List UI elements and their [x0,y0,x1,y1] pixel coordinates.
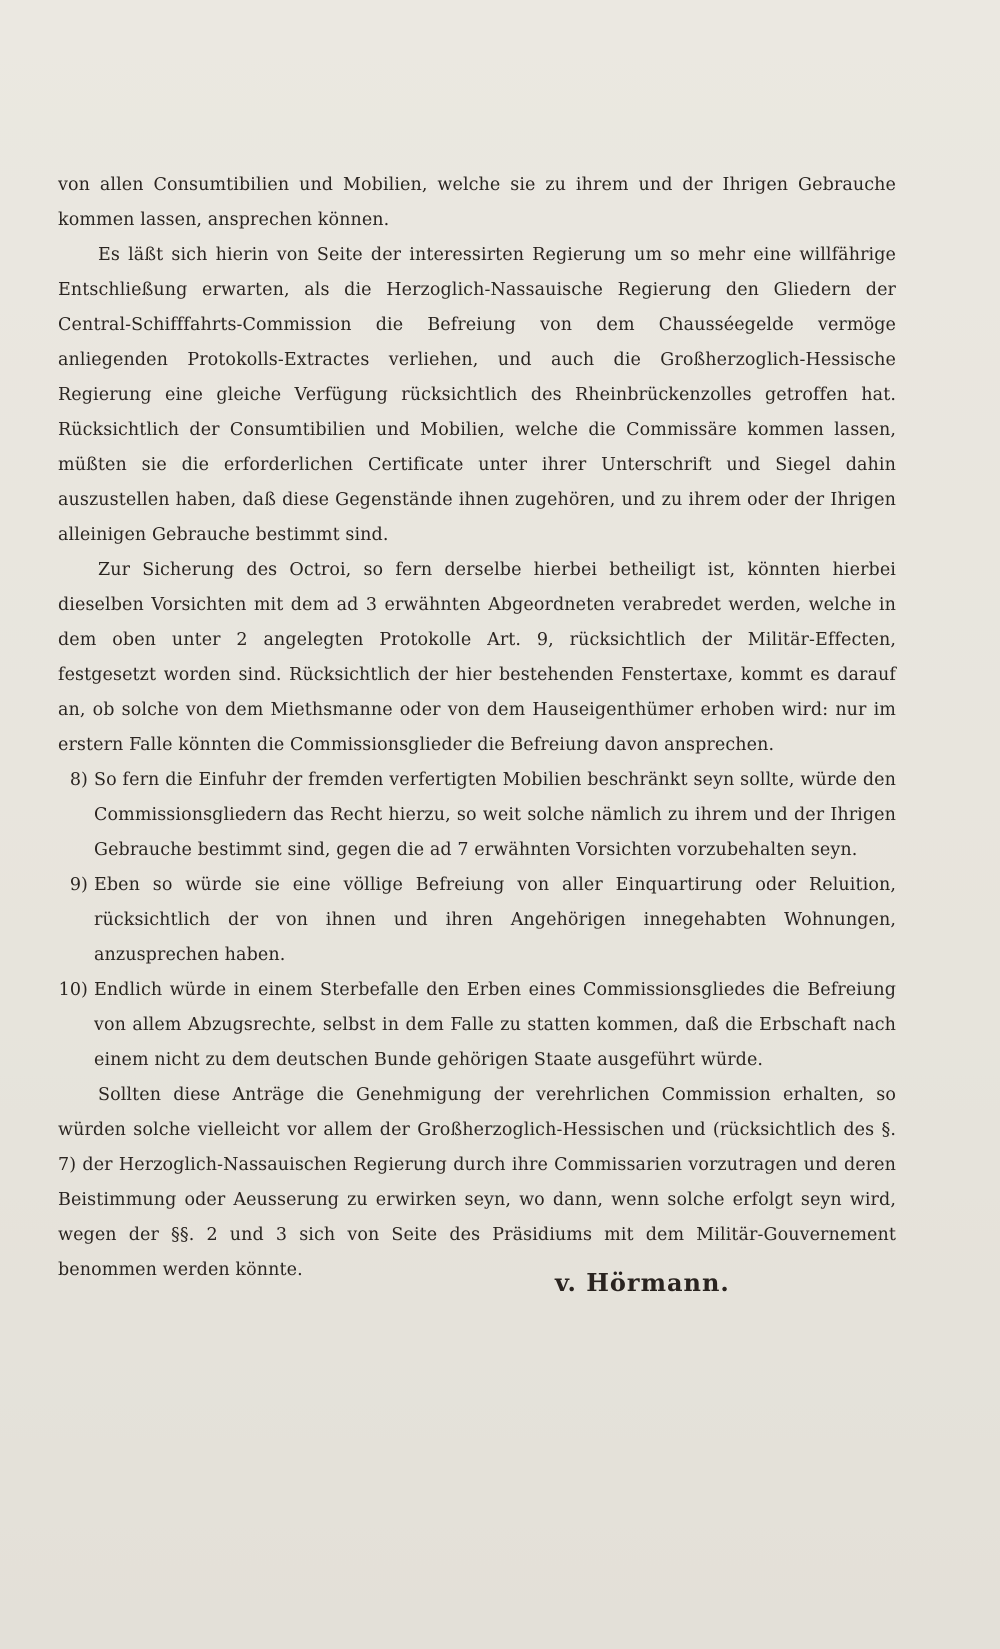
paragraph-closing: Sollten diese Anträge die Genehmigung der verehrlichen Commission erhalten, so würden solche vielleicht vor allem der Großherzoglich-Hessischen und (rücksichtlich des §. 7) der Herzoglich-Nassauischen Regierung durch ihre Commissarien vorzutragen und deren Beistimmung oder Aeusserung zu erwirken seyn, wo dann, wenn solche erfolgt seyn wird, wegen der §§. 2 und 3 sich von Seite des Präsidiums mit dem Militär-Gouvernement benommen werden könnte. [58,1085,896,1280]
paragraph-exemption-request: Es läßt sich hierin von Seite der interessirten Regierung um so mehr eine willfährige Entschließung erwarten, als die Herzoglich-Nassauische Regierung den Gliedern der Central-Schifffahrts-Commission die Befreiung von dem Chausséegelde vermöge anliegenden Protokolls-Extractes verliehen, und auch die Großherzoglich-Hessische Regierung eine gleiche Verfügung rücksichtlich des Rheinbrückenzolles getroffen hat. Rücksichtlich der Consumtibilien und Mobilien, welche die Commissäre kommen lassen, müßten sie die erforderlichen Certificate unter ihrer Unterschrift und Siegel dahin auszustellen haben, daß diese Gegenstände ihnen zugehören, und zu ihrem oder der Ihrigen alleinigen Gebrauche bestimmt sind. [58,245,896,545]
paragraph-octroi: Zur Sicherung des Octroi, so fern derselbe hierbei betheiligt ist, könnten hierbei dieselben Vorsichten mit dem ad 3 erwähnten Abgeordneten verabredet werden, welche in dem oben unter 2 angelegten Protokolle Art. 9, rücksichtlich der Militär-Effecten, festgesetzt worden sind. Rücksichtlich der hier bestehenden Fenstertaxe, kommt es darauf an, ob solche von dem Miethsmanne oder von dem Hauseigenthümer erhoben wird: nur im erstern Falle könnten die Commissionsglieder die Befreiung davon ansprechen. [58,560,896,755]
item-number: 10) [58,980,88,1000]
item-text: So fern die Einfuhr der fremden verfertigten Mobilien beschränkt seyn sollte, würde den Commissionsgliedern das Recht hierzu, so weit solche nämlich zu ihrem und der Ihrigen Gebrauche bestimmt sind, gegen die ad 7 erwähnten Vorsichten vorzubehalten seyn. [94,770,896,860]
list-item [58,868,896,973]
paragraph-continuation: von allen Consumtibilien und Mobilien, welche sie zu ihrem und der Ihrigen Gebrauche kommen lassen, ansprechen können. [58,175,896,230]
list-item [58,763,896,868]
item-number: 9) [69,875,88,895]
item-text: Eben so würde sie eine völlige Befreiung von aller Einquartirung oder Reluition, rücksichtlich der von ihnen und ihren Angehörigen innegehabten Wohnungen, anzusprechen haben. [94,875,896,965]
list-item [58,973,896,1078]
item-text: Endlich würde in einem Sterbefalle den Erben eines Commissionsgliedes die Befreiung von allem Abzugsrechte, selbst in dem Falle zu statten kommen, daß die Erbschaft nach einem nicht zu dem deutschen Bunde gehörigen Staate ausgeführt würde. [94,980,896,1070]
signature: v. Hörmann. [555,1268,730,1297]
document-body [58,168,896,1288]
item-number: 8) [69,770,88,790]
